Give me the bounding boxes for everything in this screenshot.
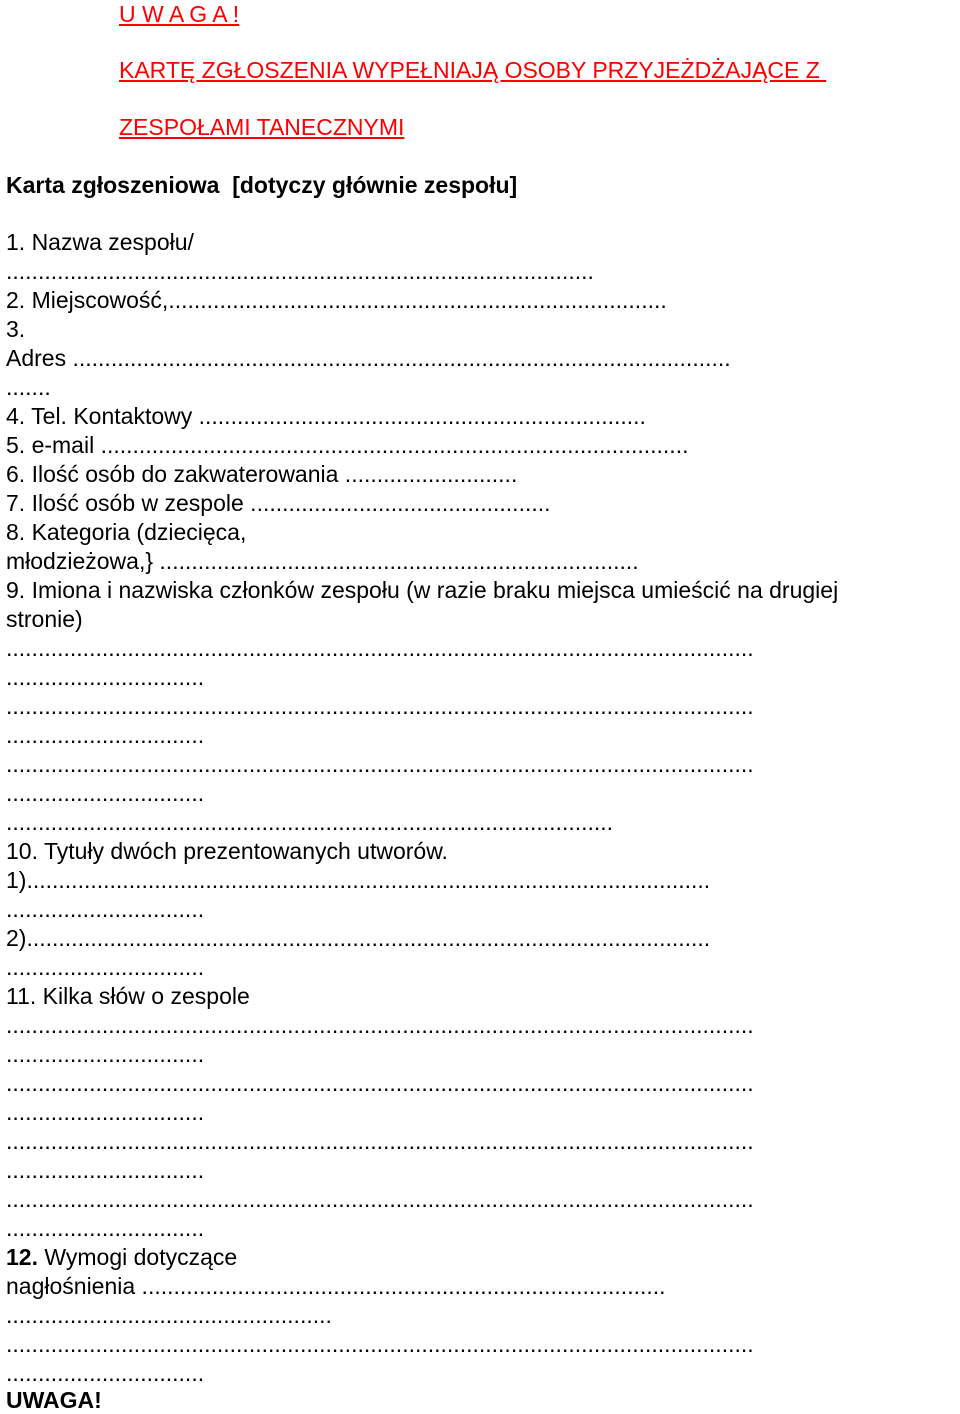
- field-about-label: 11. Kilka słów o zespole: [6, 983, 250, 1009]
- field-address-blank: .......: [6, 374, 51, 400]
- blank-line: ...............................: [6, 1215, 205, 1241]
- field-band-name-label: 1. Nazwa zespołu/: [6, 229, 194, 255]
- field-sound-text: Wymogi dotyczące: [37, 1244, 238, 1270]
- blank-line: ...............................: [6, 780, 205, 806]
- blank-line: .....................................................................................................................: [6, 1070, 754, 1096]
- blank-line: .....................................................................................................................: [6, 1128, 754, 1154]
- field-sound-number: 12.: [6, 1244, 38, 1270]
- blank-line: ...............................................................................................: [6, 809, 614, 835]
- field-members-count: 7. Ilość osób w zespole ...............................................: [6, 490, 551, 516]
- blank-line: .....................................................................................................................: [6, 1012, 754, 1038]
- blank-line: ...............................: [6, 896, 205, 922]
- field-email: 5. e-mail ............................................................................................: [6, 432, 689, 458]
- field-member-names-label-cont: stronie): [6, 606, 83, 632]
- blank-line: ...............................: [6, 722, 205, 748]
- field-sound-label: [6, 1243, 237, 1271]
- field-titles-label: 10. Tytuły dwóch prezentowanych utworów.: [6, 838, 448, 864]
- notice-line-2: ZESPOŁAMI TANECZNYMI: [119, 114, 405, 140]
- field-accommodation-count: 6. Ilość osób do zakwaterowania ...........................: [6, 461, 518, 487]
- blank-line: .....................................................................................................................: [6, 751, 754, 777]
- blank-line: ...............................: [6, 1041, 205, 1067]
- blank-line: .....................................................................................................................: [6, 693, 754, 719]
- blank-line: ...............................: [6, 1157, 205, 1183]
- field-band-name-blank: ............................................................................................: [6, 258, 594, 284]
- blank-line: .....................................................................................................................: [6, 1331, 754, 1357]
- blank-line: .....................................................................................................................: [6, 635, 754, 661]
- blank-line: ...............................: [6, 664, 205, 690]
- footer-warning: UWAGA!: [6, 1387, 102, 1413]
- field-title-1: 1)...........................................................................................................: [6, 867, 711, 893]
- blank-line: ...............................: [6, 954, 205, 980]
- notice-line-1: KARTĘ ZGŁOSZENIA WYPEŁNIAJĄ OSOBY PRZYJEŻDŻAJĄCE Z: [119, 57, 827, 83]
- blank-line: ...............................: [6, 1360, 205, 1386]
- form-title: Karta zgłoszeniowa [dotyczy głównie zespołu]: [6, 172, 518, 198]
- field-title-2: 2)...........................................................................................................: [6, 925, 711, 951]
- blank-line: ...................................................: [6, 1302, 332, 1328]
- field-member-names-label: 9. Imiona i nazwiska członków zespołu (w razie braku miejsca umieścić na drugiej: [6, 577, 839, 603]
- field-address-number: 3.: [6, 316, 26, 342]
- warning-heading: U W A G A !: [119, 1, 240, 27]
- field-address: Adres .......................................................................................................: [6, 345, 731, 371]
- field-city: 2. Miejscowość,..............................................................................: [6, 287, 674, 313]
- blank-line: ...............................: [6, 1099, 205, 1125]
- field-category-blank: młodzieżowa,} ...........................................................................: [6, 548, 639, 574]
- field-category-label: 8. Kategoria (dziecięca,: [6, 519, 247, 545]
- field-phone: 4. Tel. Kontaktowy ......................................................................: [6, 403, 646, 429]
- field-sound-blank: nagłośnienia ..................................................................................: [6, 1273, 666, 1299]
- blank-line: .....................................................................................................................: [6, 1186, 754, 1212]
